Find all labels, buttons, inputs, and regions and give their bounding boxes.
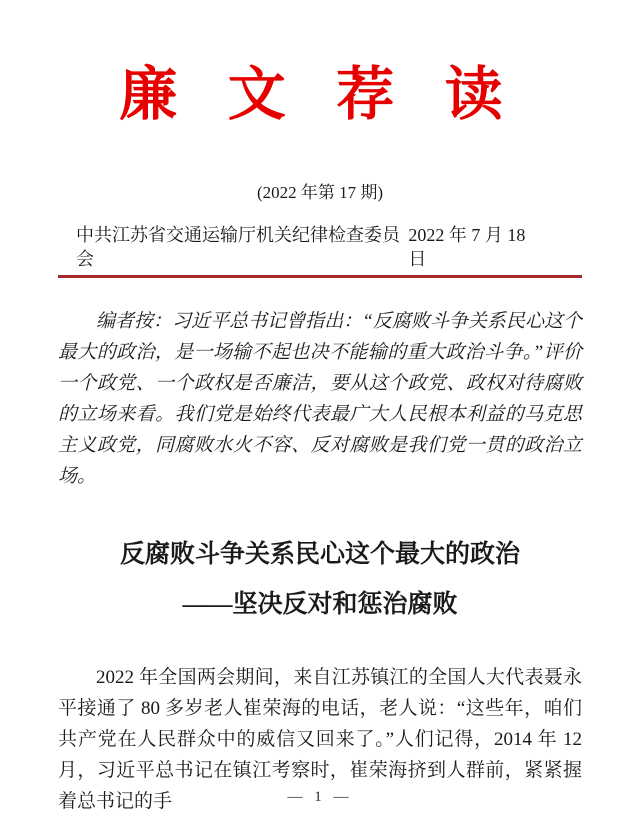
document-content [58, 0, 582, 817]
header-rule [58, 275, 582, 278]
masthead-title: 廉 文 荐 读 [119, 62, 521, 127]
issue-date: 2022 年 7 月 18 日 [408, 225, 526, 269]
article-title [58, 530, 582, 630]
issue-number: (2022 年第 17 期) [256, 183, 384, 202]
issuing-organization: 中共江苏省交通运输厅机关纪律检查委员会 [76, 225, 400, 269]
article-title-line1: 反腐败斗争关系民心这个最大的政治 [119, 541, 520, 568]
article-title-line2: ——坚决反对和惩治腐败 [182, 591, 458, 618]
page-number: — 1 — [287, 789, 353, 805]
header-row [58, 223, 582, 271]
editor-note: 编者按：习近平总书记曾指出：“反腐败斗争关系民心这个最大的政治，是一场输不起也决不能输的重大政治斗争。”评价一个政党、一个政权是否廉洁，要从这个政党、政权对待腐败的立场来看。我们党是始终代表最广大人民根本利益的马克思主义政党，同腐败水火不容、反对腐败是我们党一贯的政治立场。 [58, 311, 582, 487]
article-body-paragraph: 2022 年全国两会期间，来自江苏镇江的全国人大代表聂永平接通了 80 多岁老人崔荣海的电话，老人说：“这些年，咱们共产党在人民群众中的威信又回来了。”人们记得，2014 年 12 月，习近平总书记在镇江考察时，崔荣海挤到人群前，紧紧握着总书记的手 [58, 667, 582, 812]
